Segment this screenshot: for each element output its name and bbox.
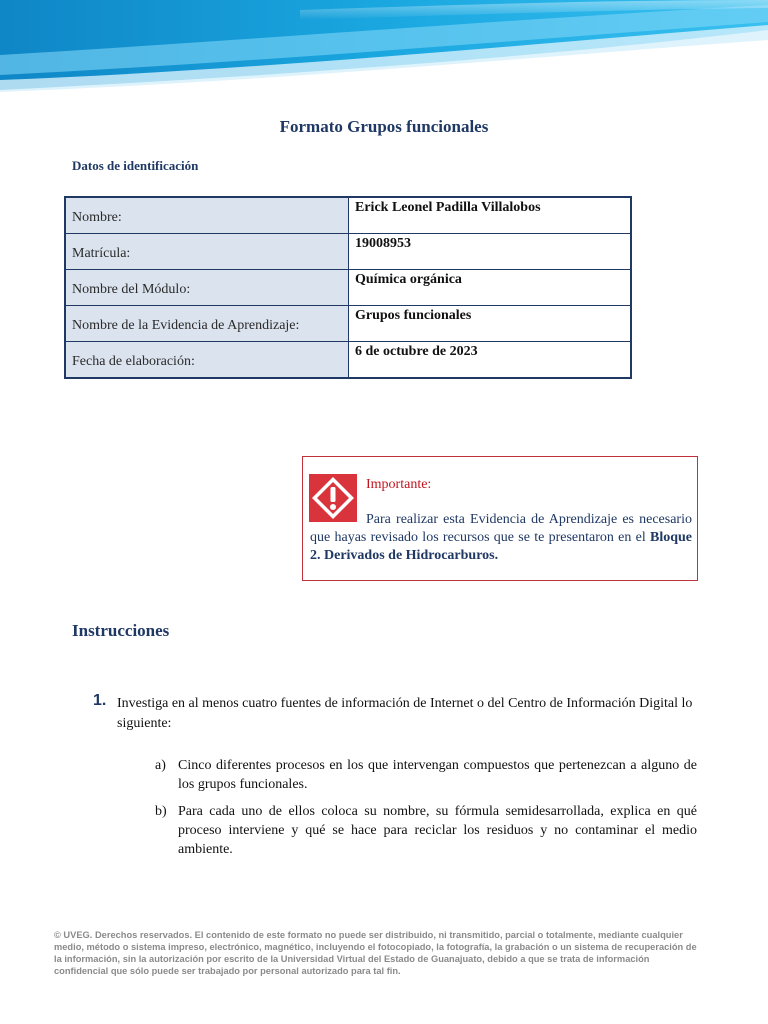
notice-text-bold: Bloque 2. Derivados de Hidrocarburos. <box>310 530 692 563</box>
header-banner <box>0 0 768 100</box>
label-fecha: Fecha de elaboración: <box>65 342 349 379</box>
table-row <box>65 197 631 234</box>
table-row <box>65 234 631 270</box>
identification-table <box>64 196 632 379</box>
step-number: 1. <box>93 692 107 709</box>
list-item <box>155 756 697 794</box>
table-row <box>65 306 631 342</box>
value-evidencia: Grupos funcionales <box>349 306 632 342</box>
copyright-footer: © UVEG. Derechos reservados. El contenido de este formato no puede ser distribuido, ni transmitido, parcial o totalmente, mediante cualquier medio, método o sistema impreso, electrónico, magnético, incluyendo el fotocopiado, la fotografía, la grabación o un sistema de recuperación de la información, sin la autorización por escrito de la Universidad Virtual del Estado de Guanajuato, debido a que se trata de información confidencial que sólo puede ser trabajado por personal autorizado para tal fin. <box>54 930 697 976</box>
value-nombre: Erick Leonel Padilla Villalobos <box>349 197 632 234</box>
important-notice <box>302 456 698 581</box>
notice-title: Importante: <box>366 477 432 492</box>
notice-text-plain: Para realizar esta Evidencia de Aprendizaje es necesario que hayas revisado los recursos que se te presentaron en el <box>310 512 692 545</box>
sub-item-letter: b) <box>155 804 167 819</box>
list-item <box>155 802 697 859</box>
sub-item-text: Para cada uno de ellos coloca su nombre, su fórmula semidesarrollada, explica en qué proceso interviene y qué se hace para reciclar los residuos y no contaminar el medio ambiente. <box>178 804 697 857</box>
table-row <box>65 342 631 379</box>
table-row <box>65 270 631 306</box>
label-matricula: Matrícula: <box>65 234 349 270</box>
value-fecha: 6 de octubre de 2023 <box>349 342 632 379</box>
value-modulo: Química orgánica <box>349 270 632 306</box>
value-matricula: 19008953 <box>349 234 632 270</box>
sub-item-text: Cinco diferentes procesos en los que intervengan compuestos que pertenezcan a alguno de los grupos funcionales. <box>178 758 697 792</box>
label-evidencia: Nombre de la Evidencia de Aprendizaje: <box>65 306 349 342</box>
section-heading-identification: Datos de identificación <box>72 158 199 173</box>
label-modulo: Nombre del Módulo: <box>65 270 349 306</box>
sub-item-letter: a) <box>155 758 166 773</box>
document-title: Formato Grupos funcionales <box>279 117 489 136</box>
label-nombre: Nombre: <box>65 197 349 234</box>
notice-text <box>310 511 692 565</box>
instructions-heading: Instrucciones <box>72 621 170 640</box>
step-text: Investiga en al menos cuatro fuentes de información de Internet o del Centro de Información Digital lo siguiente: <box>117 696 693 731</box>
